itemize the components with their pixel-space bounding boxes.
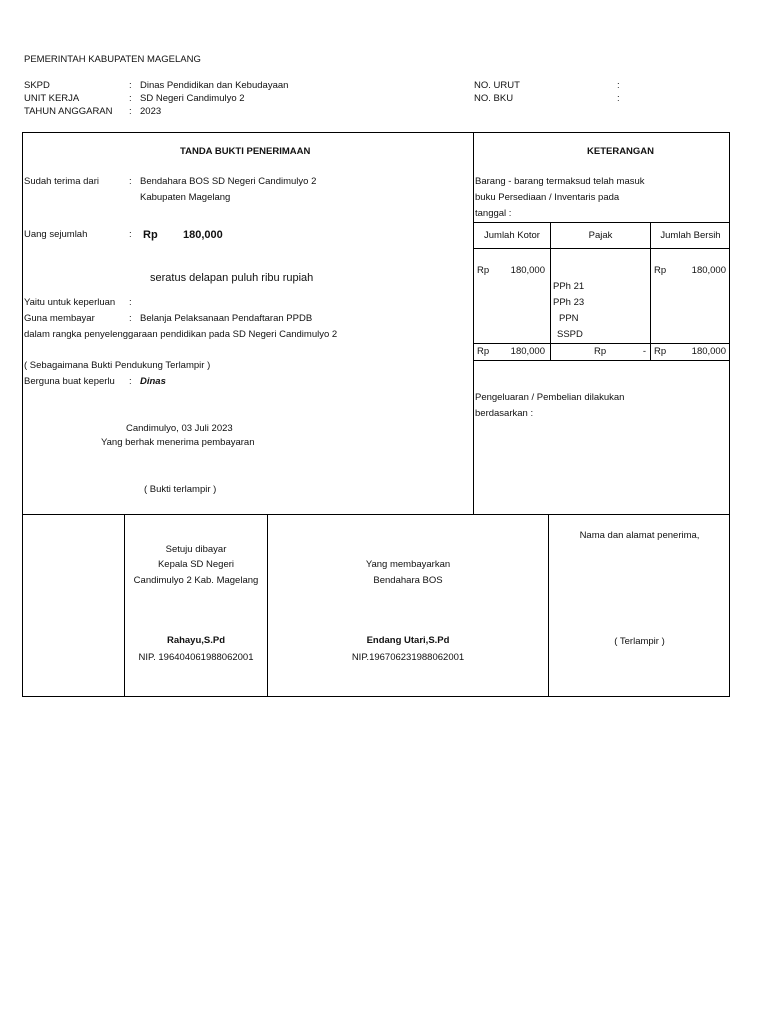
uang-amount: 180,000 (183, 229, 223, 241)
tax-pph23: PPh 23 (553, 297, 585, 308)
tax-sspd: SSPD (557, 329, 583, 340)
pengeluaran-line-2: berdasarkan : (475, 408, 534, 419)
kepala-nip: NIP. 196404061988062001 (138, 652, 254, 663)
total-kotor-currency: Rp (477, 346, 490, 357)
berguna-colon: : (129, 376, 132, 387)
bendahara-nip: NIP.196706231988062001 (351, 652, 465, 663)
unit-kerja-value: SD Negeri Candimulyo 2 (140, 93, 245, 104)
bukti-pendukung-note: ( Sebagaimana Bukti Pendukung Terlampir ) (24, 360, 211, 371)
terima-value: Bendahara BOS SD Negeri Candimulyo 2 (140, 176, 317, 187)
total-pajak-value: - (642, 346, 646, 357)
keterangan-line-2: buku Persediaan / Inventaris pada (475, 192, 620, 203)
terima-label: Sudah terima dari (24, 176, 99, 187)
tax-table-col-divider-1 (550, 222, 551, 360)
col-jumlah-bersih: Jumlah Bersih (660, 230, 721, 241)
bersih-value: 180,000 (691, 265, 726, 276)
signature-divider-2 (267, 514, 268, 697)
guna-label: Guna membayar (24, 313, 95, 324)
amount-in-words: seratus delapan puluh ribu rupiah (150, 272, 314, 284)
uang-label: Uang sejumlah (24, 229, 88, 240)
keperluan-label: Yaitu untuk keperluan (24, 297, 116, 308)
tax-table-total-top-line (473, 343, 730, 344)
bersih-currency: Rp (654, 265, 667, 276)
no-urut-label: NO. URUT (474, 80, 520, 91)
tax-pph21: PPh 21 (553, 281, 585, 292)
unit-kerja-label: UNIT KERJA (24, 93, 80, 104)
bendahara-text: Bendahara BOS (373, 575, 443, 586)
total-bersih-value: 180,000 (691, 346, 726, 357)
terima-value-2: Kabupaten Magelang (140, 192, 231, 203)
berhak-text: Yang berhak menerima pembayaran (101, 437, 255, 448)
place-date: Candimulyo, 03 Juli 2023 (126, 423, 233, 434)
tax-table-bottom-line (473, 360, 730, 361)
keterangan-line-3: tanggal : (475, 208, 512, 219)
tax-table-header-line (473, 248, 730, 249)
no-bku-label: NO. BKU (474, 93, 514, 104)
col-jumlah-kotor: Jumlah Kotor (484, 230, 540, 241)
bendahara-name: Endang Utari,S.Pd (366, 635, 450, 646)
col-pajak: Pajak (588, 230, 613, 241)
penerima-text: Nama dan alamat penerima, (579, 530, 700, 541)
keterangan-line-1: Barang - barang termaksud telah masuk (475, 176, 645, 187)
terima-colon: : (129, 176, 132, 187)
pengeluaran-line-1: Pengeluaran / Pembelian dilakukan (475, 392, 625, 403)
receipt-title: TANDA BUKTI PENERIMAAN (180, 146, 311, 157)
kepala-text: Kepala SD Negeri (157, 559, 235, 570)
kepala-name: Rahayu,S.Pd (166, 635, 226, 646)
kotor-value: 180,000 (510, 265, 545, 276)
tahun-anggaran-value: 2023 (140, 106, 162, 117)
uang-currency: Rp (143, 229, 158, 241)
terlampir-text: ( Terlampir ) (614, 636, 665, 647)
tax-ppn: PPN (559, 313, 579, 324)
total-pajak-currency: Rp (594, 346, 607, 357)
keperluan-colon: : (129, 297, 132, 308)
kepala-text-2: Candimulyo 2 Kab. Magelang (133, 575, 259, 586)
setuju-text: Setuju dibayar (165, 544, 227, 555)
berguna-value: Dinas (140, 376, 166, 387)
tax-table-top-line (473, 222, 730, 223)
skpd-value: Dinas Pendidikan dan Kebudayaan (140, 80, 289, 91)
kotor-currency: Rp (477, 265, 490, 276)
guna-colon: : (129, 313, 132, 324)
guna-value: Belanja Pelaksanaan Pendaftaran PPDB (140, 313, 313, 324)
tahun-anggaran-colon: : (129, 106, 132, 117)
no-urut-colon: : (617, 80, 620, 91)
berguna-label: Berguna buat keperlu (24, 376, 115, 387)
rangka-text: dalam rangka penyelenggaraan pendidikan pada SD Negeri Candimulyo 2 (24, 329, 338, 340)
column-divider (473, 132, 474, 515)
skpd-colon: : (129, 80, 132, 91)
unit-kerja-colon: : (129, 93, 132, 104)
no-bku-colon: : (617, 93, 620, 104)
bukti-terlampir-note: ( Bukti terlampir ) (144, 484, 217, 495)
total-bersih-currency: Rp (654, 346, 667, 357)
tax-table-col-divider-2 (650, 222, 651, 360)
membayarkan-text: Yang membayarkan (365, 559, 451, 570)
signature-divider-1 (124, 514, 125, 697)
uang-colon: : (129, 229, 132, 240)
total-kotor-value: 180,000 (510, 346, 545, 357)
tahun-anggaran-label: TAHUN ANGGARAN (24, 106, 113, 117)
skpd-label: SKPD (24, 80, 50, 91)
government-header: PEMERINTAH KABUPATEN MAGELANG (24, 54, 201, 65)
keterangan-title: KETERANGAN (587, 146, 655, 157)
